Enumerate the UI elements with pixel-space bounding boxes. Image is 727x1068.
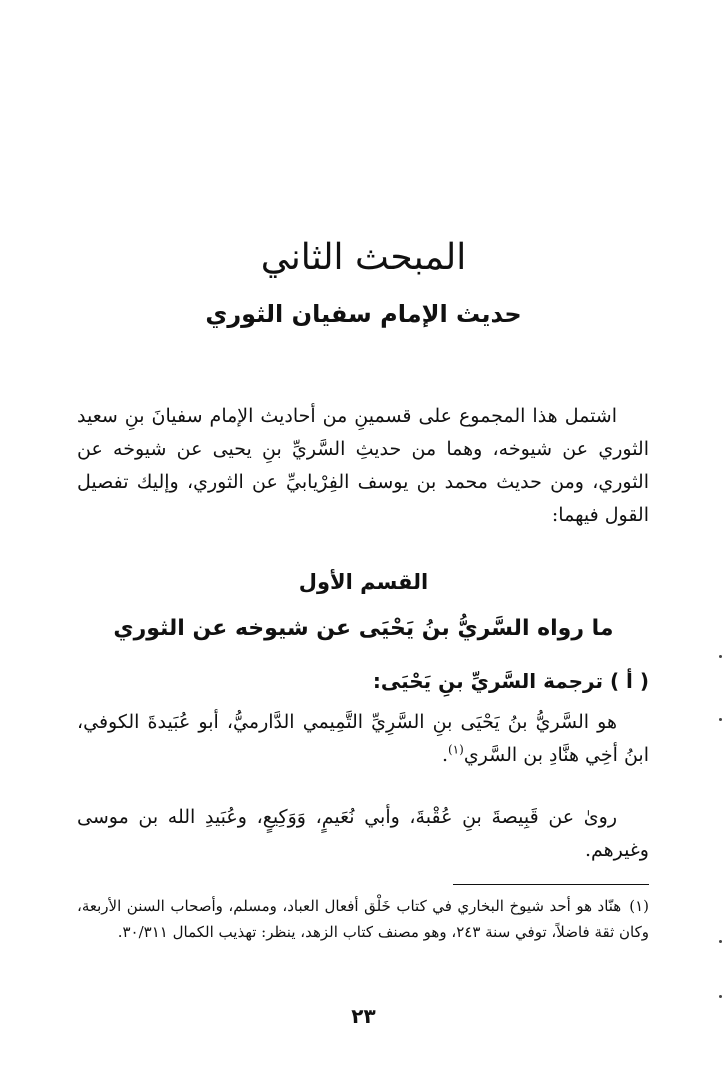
biography-paragraph [77,706,649,772]
edge-mark [719,655,722,658]
edge-mark [719,718,722,721]
footnote-text: هنّاد هو أحد شيوخ البخاري في كتاب خَلْق أفعال العباد، ومسلم، وأصحاب السنن الأربعة، وكان ثقة فاضلاً، توفي سنة ٢٤٣، وهو مصنف كتاب الزهد، ينظر: تهذيب الكمال ٣٠/٣١١. [77,897,649,941]
footnote [77,893,649,945]
chapter-title: المبحث الثاني [260,237,467,278]
subsection-title: ترجمة السَّريِّ بنِ يَحْيَى: [372,669,603,693]
biography-end: . [441,744,448,766]
edge-mark [719,995,722,998]
page-number: ٢٣ [351,1004,376,1028]
footnote-number: (١) [629,897,649,915]
subsection-heading [373,665,649,697]
footnote-reference[interactable]: (١) [447,742,464,757]
subsection-label: ( أ ) [609,669,649,693]
footnote-divider [453,884,649,885]
narrated-paragraph: روىٰ عن قَبِيصةَ بنِ عُقْبةَ، وأبي نُعَيمٍ، وَوَكِيعٍ، وعُبَيدِ الله بن موسى وغيرهم. [77,806,649,861]
section-title: ما رواه السَّريُّ بنُ يَحْيَى عن شيوخه عن الثوري [113,616,614,641]
intro-paragraph: اشتمل هذا المجموع على قسمينِ من أحاديث الإمام سفيانَ بنِ سعيد الثوري عن شيوخه، وهما من حديثِ السَّريِّ بنِ يحيى عن شيوخه عن الثوري، ومن حديث محمد بن يوسف الفِرْيابيِّ عن الثوري، وإليك تفصيل القول فيهما: [77,405,649,526]
edge-mark [719,940,722,943]
biography-text: هو السَّريُّ بنُ يَحْيَى بنِ السَّرِيِّ التَّمِيمي الدَّارميُّ، أبو عُبَيدةَ الكوفي، ابنُ أخِي هنَّادِ بن السَّري [77,711,649,766]
section-heading: القسم الأول [298,570,429,594]
chapter-subtitle: حديث الإمام سفيان الثوري [205,300,522,328]
